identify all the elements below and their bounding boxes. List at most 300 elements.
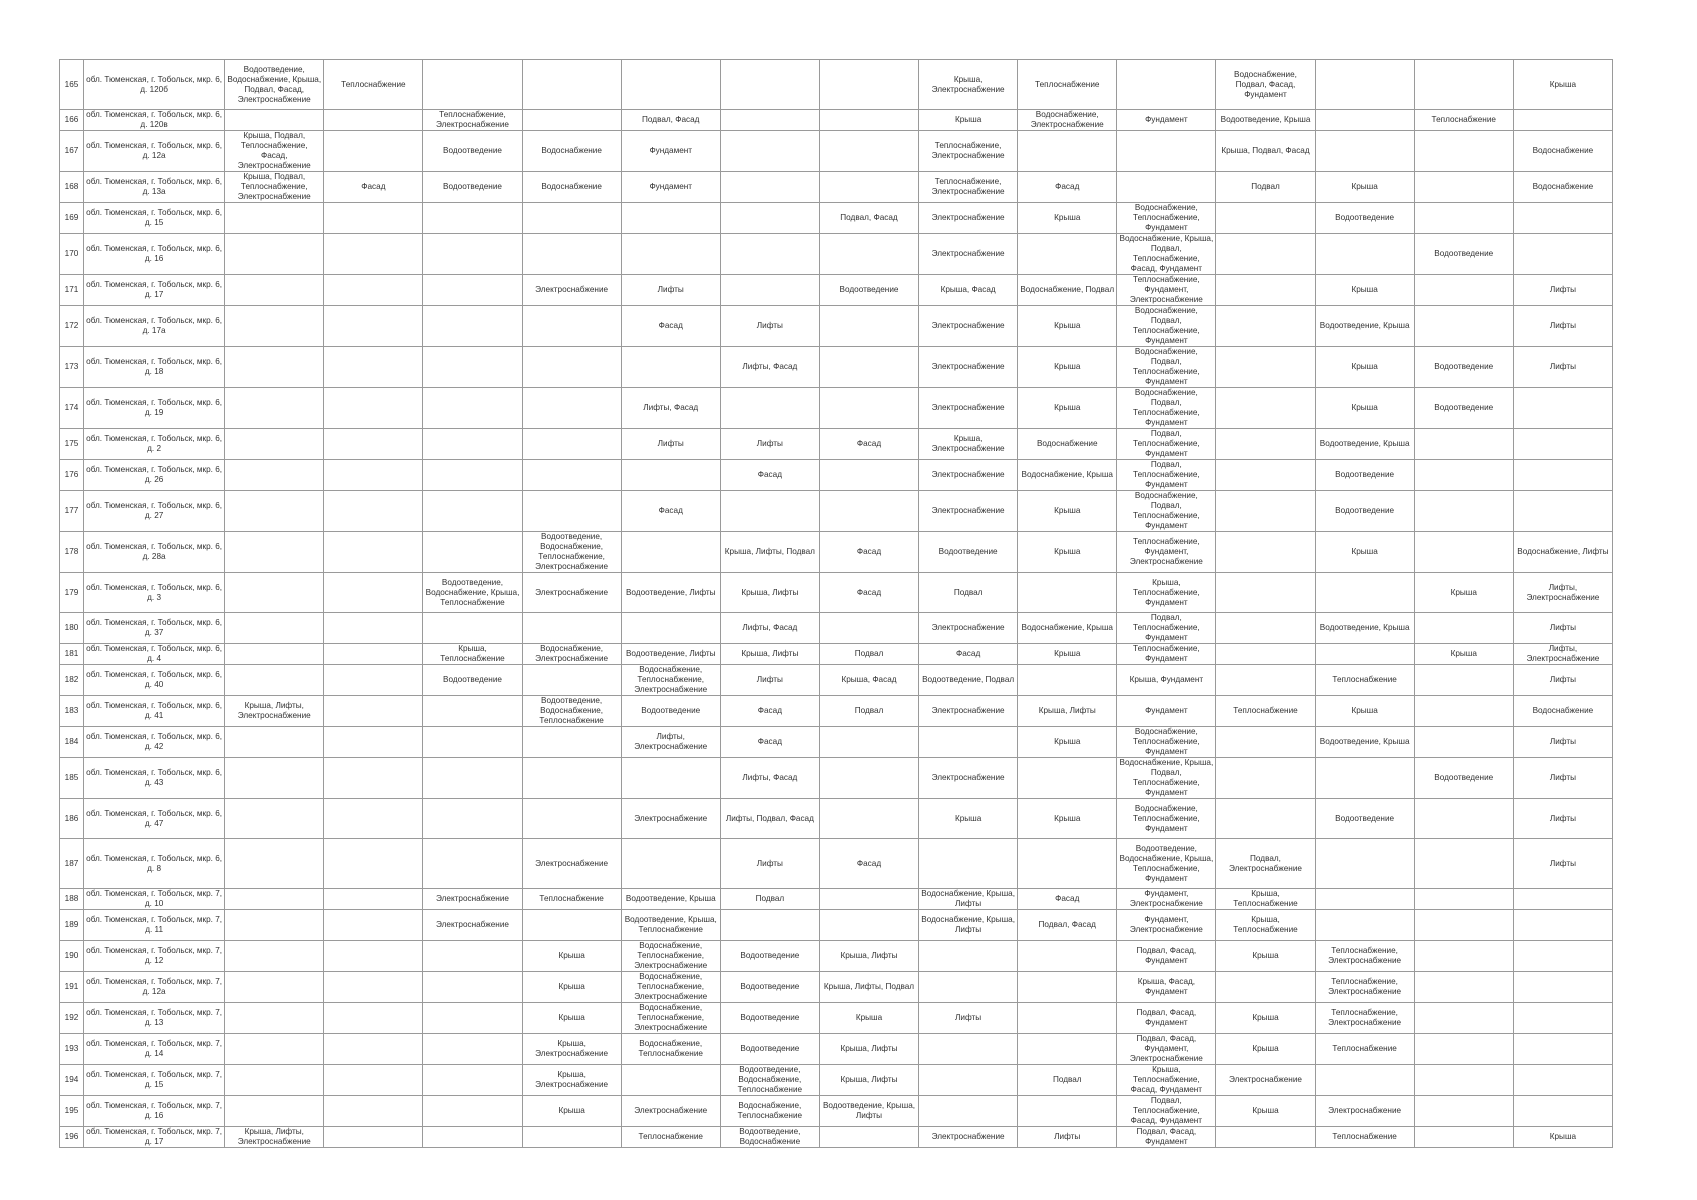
works-cell	[621, 234, 720, 275]
row-number-cell: 183	[60, 696, 84, 727]
address-cell: обл. Тюменская, г. Тобольск, мкр. 6, д. 40	[84, 665, 225, 696]
works-cell	[1414, 532, 1513, 573]
address-cell: обл. Тюменская, г. Тобольск, мкр. 6, д. 120в	[84, 110, 225, 131]
works-cell: Фасад	[1018, 889, 1117, 910]
works-cell: Крыша	[1018, 532, 1117, 573]
works-cell	[423, 234, 522, 275]
works-cell: Крыша	[1018, 727, 1117, 758]
works-cell: Крыша, Электроснабжение	[522, 1065, 621, 1096]
works-cell	[1513, 429, 1612, 460]
works-cell: Лифты	[1018, 1127, 1117, 1148]
works-cell	[225, 613, 324, 644]
works-cell: Водоснабжение, Теплоснабжение, Электроснабжение	[621, 665, 720, 696]
works-cell	[522, 613, 621, 644]
works-cell: Фасад	[1018, 172, 1117, 203]
works-cell	[225, 234, 324, 275]
works-cell: Водоснабжение, Подвал	[1018, 275, 1117, 306]
table-row	[60, 60, 1613, 110]
works-cell: Теплоснабжение	[1315, 1127, 1414, 1148]
works-cell: Водоотведение, Крыша	[1315, 727, 1414, 758]
works-cell: Водоотведение	[919, 532, 1018, 573]
works-cell: Теплоснабжение	[1315, 665, 1414, 696]
works-cell: Крыша	[1018, 491, 1117, 532]
works-cell	[324, 758, 423, 799]
works-cell: Крыша, Фасад	[919, 275, 1018, 306]
table-row	[60, 696, 1613, 727]
works-cell	[225, 347, 324, 388]
works-cell: Теплоснабжение	[1018, 60, 1117, 110]
table-row	[60, 839, 1613, 889]
works-cell: Водоснабжение, Крыша, Подвал, Теплоснабжение, Фасад, Фундамент	[1117, 234, 1216, 275]
works-cell	[1018, 758, 1117, 799]
table-row	[60, 347, 1613, 388]
works-cell: Подвал, Фасад	[819, 203, 918, 234]
table-row	[60, 644, 1613, 665]
works-cell	[1315, 573, 1414, 613]
works-cell	[819, 60, 918, 110]
works-cell: Водоотведение, Водоснабжение, Теплоснабжение	[522, 696, 621, 727]
works-cell	[1216, 532, 1315, 573]
address-cell: обл. Тюменская, г. Тобольск, мкр. 6, д. 17	[84, 275, 225, 306]
works-cell	[1216, 799, 1315, 839]
works-cell: Крыша	[522, 941, 621, 972]
works-cell: Теплоснабжение, Электроснабжение	[919, 131, 1018, 172]
works-cell: Водоснабжение, Крыша, Лифты	[919, 889, 1018, 910]
works-cell	[522, 758, 621, 799]
works-cell: Водоотведение	[423, 172, 522, 203]
works-cell	[1414, 172, 1513, 203]
works-cell: Фундамент, Электроснабжение	[1117, 910, 1216, 941]
works-cell	[1216, 275, 1315, 306]
works-cell	[1018, 665, 1117, 696]
works-cell	[324, 347, 423, 388]
works-cell	[1513, 910, 1612, 941]
address-cell: обл. Тюменская, г. Тобольск, мкр. 7, д. 10	[84, 889, 225, 910]
works-cell: Водоотведение	[1315, 491, 1414, 532]
works-cell	[423, 941, 522, 972]
works-cell	[720, 275, 819, 306]
works-cell: Электроснабжение	[919, 758, 1018, 799]
works-cell: Фасад	[720, 460, 819, 491]
address-cell: обл. Тюменская, г. Тобольск, мкр. 7, д. 14	[84, 1034, 225, 1065]
works-cell: Лифты, Электроснабжение	[1513, 644, 1612, 665]
works-cell	[324, 429, 423, 460]
works-cell	[225, 1034, 324, 1065]
works-cell: Фасад	[919, 644, 1018, 665]
table-row	[60, 1034, 1613, 1065]
works-cell	[819, 234, 918, 275]
works-cell	[1414, 131, 1513, 172]
works-cell: Электроснабжение	[919, 460, 1018, 491]
works-cell	[1414, 665, 1513, 696]
works-cell	[819, 799, 918, 839]
table-row	[60, 234, 1613, 275]
works-cell: Лифты	[720, 429, 819, 460]
works-cell	[423, 1034, 522, 1065]
works-cell	[1315, 839, 1414, 889]
works-cell	[423, 1096, 522, 1127]
works-cell: Крыша	[1414, 644, 1513, 665]
row-number-cell: 192	[60, 1003, 84, 1034]
row-number-cell: 177	[60, 491, 84, 532]
works-cell: Электроснабжение	[919, 306, 1018, 347]
works-cell	[720, 172, 819, 203]
works-cell	[225, 799, 324, 839]
table-row	[60, 613, 1613, 644]
works-cell: Водоотведение	[1414, 758, 1513, 799]
works-cell: Крыша, Электроснабжение	[919, 60, 1018, 110]
works-cell: Электроснабжение	[919, 203, 1018, 234]
works-cell: Лифты, Электроснабжение	[621, 727, 720, 758]
works-cell	[1414, 727, 1513, 758]
works-cell	[423, 1003, 522, 1034]
works-cell: Электроснабжение	[919, 613, 1018, 644]
works-cell: Электроснабжение	[919, 491, 1018, 532]
address-cell: обл. Тюменская, г. Тобольск, мкр. 6, д. 4	[84, 644, 225, 665]
table-row	[60, 941, 1613, 972]
works-cell: Водоотведение	[1414, 234, 1513, 275]
works-cell	[919, 1096, 1018, 1127]
works-cell: Теплоснабжение, Электроснабжение	[1315, 941, 1414, 972]
works-cell: Водоснабжение	[522, 131, 621, 172]
works-cell: Водоснабжение, Лифты	[1513, 532, 1612, 573]
works-cell: Водоотведение, Водоснабжение, Теплоснабжение	[720, 1065, 819, 1096]
works-cell	[1513, 388, 1612, 429]
works-cell	[1216, 203, 1315, 234]
works-cell	[522, 727, 621, 758]
works-cell	[324, 613, 423, 644]
works-cell: Крыша, Лифты	[819, 1034, 918, 1065]
table-row	[60, 665, 1613, 696]
row-number-cell: 168	[60, 172, 84, 203]
works-cell: Лифты	[1513, 727, 1612, 758]
works-cell	[324, 727, 423, 758]
works-cell: Водоотведение, Крыша	[1315, 306, 1414, 347]
works-cell: Крыша, Теплоснабжение	[1216, 910, 1315, 941]
works-cell: Теплоснабжение	[1216, 696, 1315, 727]
works-cell: Крыша, Фундамент	[1117, 665, 1216, 696]
row-number-cell: 170	[60, 234, 84, 275]
address-cell: обл. Тюменская, г. Тобольск, мкр. 6, д. 17а	[84, 306, 225, 347]
works-cell: Подвал	[720, 889, 819, 910]
works-cell: Водоотведение, Лифты	[621, 573, 720, 613]
works-cell	[423, 429, 522, 460]
works-cell: Подвал	[1216, 172, 1315, 203]
works-cell: Лифты, Фасад	[720, 758, 819, 799]
works-cell: Водоснабжение, Крыша	[1018, 460, 1117, 491]
works-cell: Теплоснабжение, Фундамент	[1117, 644, 1216, 665]
works-cell: Электроснабжение	[522, 839, 621, 889]
works-cell	[1216, 388, 1315, 429]
works-cell	[324, 203, 423, 234]
works-cell: Водоотведение, Крыша	[1216, 110, 1315, 131]
works-cell: Лифты, Фасад	[621, 388, 720, 429]
works-cell: Подвал	[919, 573, 1018, 613]
works-cell	[1513, 460, 1612, 491]
row-number-cell: 193	[60, 1034, 84, 1065]
works-cell: Фундамент	[1117, 696, 1216, 727]
works-cell: Водоотведение, Водоснабжение, Теплоснабжение, Электроснабжение	[522, 532, 621, 573]
works-cell: Фасад	[720, 696, 819, 727]
works-cell: Водоотведение, Подвал	[919, 665, 1018, 696]
works-cell: Водоснабжение, Теплоснабжение, Фундамент	[1117, 799, 1216, 839]
works-cell	[621, 532, 720, 573]
works-cell	[1414, 613, 1513, 644]
works-cell: Подвал, Фасад	[621, 110, 720, 131]
works-cell	[1414, 429, 1513, 460]
works-cell: Лифты	[720, 665, 819, 696]
works-cell	[522, 799, 621, 839]
works-cell	[1216, 758, 1315, 799]
row-number-cell: 189	[60, 910, 84, 941]
row-number-cell: 186	[60, 799, 84, 839]
table-row	[60, 1096, 1613, 1127]
works-cell: Водоснабжение, Подвал, Теплоснабжение, Фундамент	[1117, 347, 1216, 388]
works-cell: Водоснабжение, Крыша, Подвал, Теплоснабжение, Фундамент	[1117, 758, 1216, 799]
address-cell: обл. Тюменская, г. Тобольск, мкр. 6, д. 41	[84, 696, 225, 727]
works-cell: Теплоснабжение, Фундамент, Электроснабжение	[1117, 532, 1216, 573]
works-cell	[1414, 203, 1513, 234]
works-cell	[819, 347, 918, 388]
works-cell: Крыша, Фасад, Фундамент	[1117, 972, 1216, 1003]
works-cell: Водоотведение	[720, 972, 819, 1003]
works-cell	[1018, 1034, 1117, 1065]
table-row	[60, 573, 1613, 613]
works-cell	[225, 460, 324, 491]
works-cell	[324, 889, 423, 910]
table-row	[60, 172, 1613, 203]
address-cell: обл. Тюменская, г. Тобольск, мкр. 6, д. 2	[84, 429, 225, 460]
works-cell	[1513, 941, 1612, 972]
works-cell: Крыша	[1513, 60, 1612, 110]
works-cell: Электроснабжение	[522, 275, 621, 306]
works-cell: Подвал, Теплоснабжение, Фундамент	[1117, 613, 1216, 644]
works-cell: Лифты	[720, 839, 819, 889]
works-cell: Лифты	[720, 306, 819, 347]
works-cell	[324, 644, 423, 665]
works-cell	[1117, 60, 1216, 110]
works-cell: Фасад	[819, 839, 918, 889]
address-cell: обл. Тюменская, г. Тобольск, мкр. 7, д. 15	[84, 1065, 225, 1096]
works-cell	[819, 491, 918, 532]
works-schedule-table	[59, 59, 1613, 1148]
works-cell: Водоснабжение, Крыша	[1018, 613, 1117, 644]
row-number-cell: 165	[60, 60, 84, 110]
row-number-cell: 190	[60, 941, 84, 972]
works-cell	[522, 347, 621, 388]
works-cell: Лифты	[1513, 799, 1612, 839]
table-row	[60, 203, 1613, 234]
works-cell: Теплоснабжение, Электроснабжение	[1315, 1003, 1414, 1034]
works-cell: Крыша, Электроснабжение	[522, 1034, 621, 1065]
works-cell: Электроснабжение	[919, 696, 1018, 727]
works-cell	[1216, 644, 1315, 665]
works-cell: Теплоснабжение, Фундамент, Электроснабжение	[1117, 275, 1216, 306]
address-cell: обл. Тюменская, г. Тобольск, мкр. 6, д. 27	[84, 491, 225, 532]
address-cell: обл. Тюменская, г. Тобольск, мкр. 6, д. 43	[84, 758, 225, 799]
works-cell	[819, 727, 918, 758]
works-cell	[225, 644, 324, 665]
row-number-cell: 178	[60, 532, 84, 573]
address-cell: обл. Тюменская, г. Тобольск, мкр. 6, д. 19	[84, 388, 225, 429]
works-cell: Подвал, Электроснабжение	[1216, 839, 1315, 889]
works-cell: Подвал, Теплоснабжение, Фундамент	[1117, 429, 1216, 460]
works-cell	[819, 110, 918, 131]
works-cell	[324, 1127, 423, 1148]
works-cell	[819, 758, 918, 799]
works-cell: Водоснабжение, Подвал, Теплоснабжение, Фундамент	[1117, 388, 1216, 429]
works-cell: Крыша	[1414, 573, 1513, 613]
row-number-cell: 180	[60, 613, 84, 644]
works-cell: Подвал	[1018, 1065, 1117, 1096]
works-cell	[324, 972, 423, 1003]
works-cell	[1216, 460, 1315, 491]
works-cell	[1216, 234, 1315, 275]
works-cell: Крыша	[1315, 696, 1414, 727]
row-number-cell: 195	[60, 1096, 84, 1127]
works-cell	[225, 910, 324, 941]
works-cell	[720, 491, 819, 532]
works-cell	[423, 460, 522, 491]
table-row	[60, 460, 1613, 491]
row-number-cell: 194	[60, 1065, 84, 1096]
works-cell: Крыша, Лифты	[720, 573, 819, 613]
row-number-cell: 179	[60, 573, 84, 613]
works-cell: Водоснабжение, Подвал, Фасад, Фундамент	[1216, 60, 1315, 110]
works-cell	[225, 532, 324, 573]
address-cell: обл. Тюменская, г. Тобольск, мкр. 6, д. 8	[84, 839, 225, 889]
works-cell: Водоотведение	[423, 665, 522, 696]
works-cell	[1315, 889, 1414, 910]
address-cell: обл. Тюменская, г. Тобольск, мкр. 6, д. 12а	[84, 131, 225, 172]
works-cell	[1216, 972, 1315, 1003]
works-cell	[225, 1065, 324, 1096]
works-cell	[819, 1127, 918, 1148]
works-cell	[423, 696, 522, 727]
works-cell	[324, 491, 423, 532]
works-cell: Водоотведение, Крыша	[1315, 613, 1414, 644]
works-cell: Водоснабжение, Теплоснабжение, Фундамент	[1117, 203, 1216, 234]
works-cell	[1513, 1003, 1612, 1034]
works-cell: Крыша	[1315, 532, 1414, 573]
works-cell: Крыша, Лифты	[819, 941, 918, 972]
works-cell: Водоснабжение	[1513, 696, 1612, 727]
works-cell: Фундамент	[1117, 110, 1216, 131]
works-cell	[621, 613, 720, 644]
works-cell: Водоотведение, Крыша	[621, 889, 720, 910]
works-cell	[1414, 460, 1513, 491]
works-cell: Водоснабжение, Подвал, Теплоснабжение, Фундамент	[1117, 491, 1216, 532]
works-cell: Крыша	[1513, 1127, 1612, 1148]
row-number-cell: 196	[60, 1127, 84, 1148]
works-cell: Фасад	[819, 532, 918, 573]
works-cell: Крыша, Лифты, Подвал	[819, 972, 918, 1003]
works-cell: Водоснабжение, Теплоснабжение, Фундамент	[1117, 727, 1216, 758]
works-cell	[1414, 60, 1513, 110]
works-cell: Крыша	[1018, 644, 1117, 665]
works-cell	[324, 131, 423, 172]
works-cell	[423, 203, 522, 234]
works-cell	[1414, 839, 1513, 889]
works-cell	[1018, 573, 1117, 613]
works-cell	[1513, 110, 1612, 131]
works-cell: Водоотведение	[1315, 203, 1414, 234]
works-cell	[225, 727, 324, 758]
works-cell: Крыша	[819, 1003, 918, 1034]
works-cell: Водоотведение	[1315, 799, 1414, 839]
works-cell	[1315, 110, 1414, 131]
works-cell	[621, 60, 720, 110]
works-cell	[1216, 613, 1315, 644]
works-cell: Лифты	[1513, 306, 1612, 347]
address-cell: обл. Тюменская, г. Тобольск, мкр. 6, д. 13а	[84, 172, 225, 203]
works-cell	[324, 839, 423, 889]
works-cell	[1315, 758, 1414, 799]
table-row	[60, 429, 1613, 460]
works-cell: Водоснабжение, Электроснабжение	[522, 644, 621, 665]
works-cell	[1513, 1034, 1612, 1065]
works-cell	[1414, 275, 1513, 306]
works-cell	[522, 910, 621, 941]
table-row	[60, 972, 1613, 1003]
address-cell: обл. Тюменская, г. Тобольск, мкр. 6, д. 42	[84, 727, 225, 758]
works-cell: Крыша, Подвал, Теплоснабжение, Электроснабжение	[225, 172, 324, 203]
works-cell	[1216, 573, 1315, 613]
works-cell: Подвал, Фасад, Фундамент	[1117, 1127, 1216, 1148]
works-cell	[819, 460, 918, 491]
works-cell: Крыша, Теплоснабжение, Фасад, Фундамент	[1117, 1065, 1216, 1096]
row-number-cell: 172	[60, 306, 84, 347]
works-cell: Водоснабжение	[1513, 172, 1612, 203]
works-cell: Лифты	[621, 275, 720, 306]
address-cell: обл. Тюменская, г. Тобольск, мкр. 6, д. 18	[84, 347, 225, 388]
works-cell	[1315, 644, 1414, 665]
works-cell	[225, 429, 324, 460]
works-cell: Фасад	[819, 429, 918, 460]
row-number-cell: 167	[60, 131, 84, 172]
table-row	[60, 910, 1613, 941]
table-row	[60, 799, 1613, 839]
works-cell	[819, 910, 918, 941]
works-cell: Подвал	[819, 644, 918, 665]
works-cell	[423, 727, 522, 758]
works-cell: Крыша	[1216, 1034, 1315, 1065]
works-cell: Лифты	[1513, 613, 1612, 644]
works-cell	[522, 110, 621, 131]
table-row	[60, 275, 1613, 306]
works-cell	[324, 1096, 423, 1127]
works-cell	[1216, 429, 1315, 460]
works-cell: Крыша	[1018, 347, 1117, 388]
table-row	[60, 1127, 1613, 1148]
works-cell: Теплоснабжение	[522, 889, 621, 910]
works-cell	[324, 910, 423, 941]
works-cell	[1216, 491, 1315, 532]
works-cell	[1513, 1096, 1612, 1127]
address-cell: обл. Тюменская, г. Тобольск, мкр. 7, д. 17	[84, 1127, 225, 1148]
works-cell	[1216, 1127, 1315, 1148]
address-cell: обл. Тюменская, г. Тобольск, мкр. 6, д. 37	[84, 613, 225, 644]
works-cell: Водоотведение	[423, 131, 522, 172]
works-cell	[1018, 234, 1117, 275]
works-cell: Крыша, Подвал, Фасад	[1216, 131, 1315, 172]
row-number-cell: 185	[60, 758, 84, 799]
works-cell	[919, 839, 1018, 889]
works-cell	[324, 573, 423, 613]
works-cell: Фундамент	[621, 172, 720, 203]
works-cell	[522, 491, 621, 532]
works-cell	[522, 234, 621, 275]
